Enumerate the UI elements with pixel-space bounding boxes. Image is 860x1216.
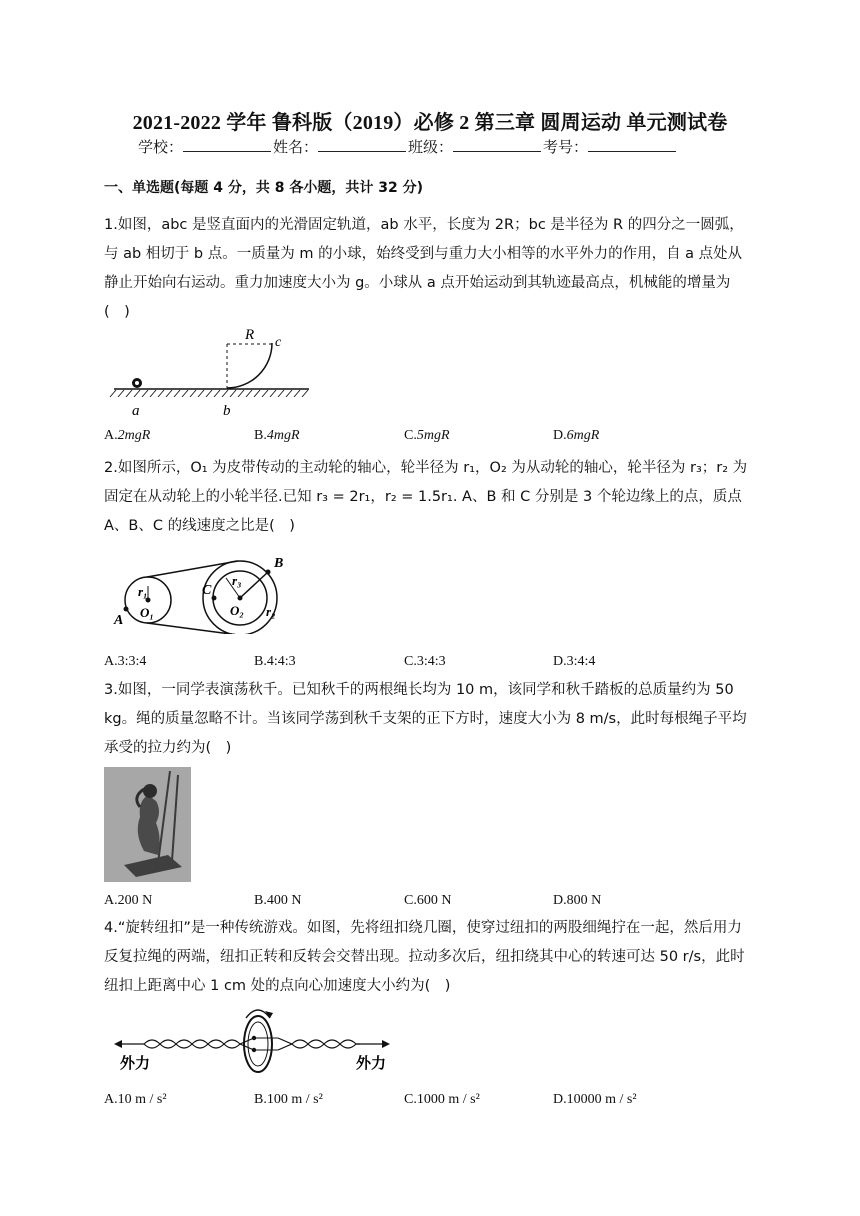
option-b[interactable]: B.100 m / s² [254,1092,323,1107]
question-4-figure [114,1004,396,1082]
label-o1: O₁ [140,605,154,620]
label-r: R [245,327,255,343]
section-heading: 一、单选题(每题 4 分，共 8 各小题，共计 32 分) [104,180,424,196]
option-a[interactable]: A.3:3:4 [104,654,147,669]
question-1-text: 1.如图，abc 是竖直面内的光滑固定轨道，ab 水平，长度为 2R；bc 是半径为 R 的四分之一圆弧，与 ab 相切于 b 点。一质量为 m 的小球，始终受到与重力大小相等的水平外力的作用，自 a 点处从静止开始向右运动。重力加速度大小为 g。小球从 a 点开始运动到其轨迹最高点，机械能的增量为( ) [104,217,744,320]
student-info-line [138,136,678,157]
option-d[interactable]: D.6mgR [553,428,600,443]
question-1-options [104,428,754,448]
question-3-options [104,893,754,913]
school-label: 学校： [138,138,184,156]
label-force-left: 外力 [120,1056,151,1072]
question-4-options [104,1092,754,1112]
option-a[interactable]: A.10 m / s² [104,1092,167,1107]
label-a-point: A [114,613,124,628]
label-r2: r₂ [266,604,276,619]
question-3-photo [104,767,191,882]
option-b[interactable]: B.4:4:3 [254,654,296,669]
class-blank[interactable] [453,138,541,152]
label-r3: r₃ [232,573,242,588]
option-b[interactable]: B.4mgR [254,428,300,443]
label-r1: r₁ [138,584,148,599]
label-c: c [275,335,282,350]
page-title: 2021-2022 学年 鲁科版（2019）必修 2 第三章 圆周运动 单元测试卷 [132,112,728,134]
option-d[interactable]: D.800 N [553,893,602,908]
question-1-figure [104,326,314,422]
label-o2: O₂ [230,603,244,618]
option-c[interactable]: C.1000 m / s² [404,1092,480,1107]
label-b-point: B [274,556,284,571]
label-b: b [223,403,231,419]
option-b[interactable]: B.400 N [254,893,302,908]
school-blank[interactable] [183,138,271,152]
option-d[interactable]: D.3:4:4 [553,654,596,669]
question-2-text: 2.如图所示，O₁ 为皮带传动的主动轮的轴心，轮半径为 r₁，O₂ 为从动轮的轴心，轮半径为 r₃；r₂ 为固定在从动轮上的小轮半径.已知 r₃ = 2r₁，r₂ = 1.5r₁. A、B 和 C 分别是 3 个轮边缘上的点，质点 A、B、C 的线速度之比是( ) [104,460,748,534]
question-2-figure [110,552,300,634]
option-c[interactable]: C.3:4:3 [404,654,446,669]
question-2-options [104,654,754,674]
option-a[interactable]: A.2mgR [104,428,151,443]
name-label: 姓名： [273,138,319,156]
option-c[interactable]: C.5mgR [404,428,450,443]
label-a: a [132,403,140,419]
class-label: 班级： [408,138,454,156]
question-3-text: 3.如图，一同学表演荡秋千。已知秋千的两根绳长均为 10 m，该同学和秋千踏板的总质量约为 50 kg。绳的质量忽略不计。当该同学荡到秋千支架的正下方时，速度大小为 8 m/s，此时每根绳子平均承受的拉力约为( ) [104,682,747,756]
label-c-point: C [202,583,212,598]
option-d[interactable]: D.10000 m / s² [553,1092,637,1107]
question-4-text: 4.“旋转纽扣”是一种传统游戏。如图，先将纽扣绕几圈，使穿过纽扣的两股细绳拧在一起，然后用力反复拉绳的两端，纽扣正转和反转会交替出现。拉动多次后，纽扣绕其中心的转速可达 50 r/s，此时纽扣上距离中心 1 cm 处的点向心加速度大小约为( ) [104,920,745,994]
option-a[interactable]: A.200 N [104,893,153,908]
option-c[interactable]: C.600 N [404,893,452,908]
id-label: 考号： [543,138,589,156]
label-force-right: 外力 [356,1056,387,1072]
name-blank[interactable] [318,138,406,152]
id-blank[interactable] [588,138,676,152]
